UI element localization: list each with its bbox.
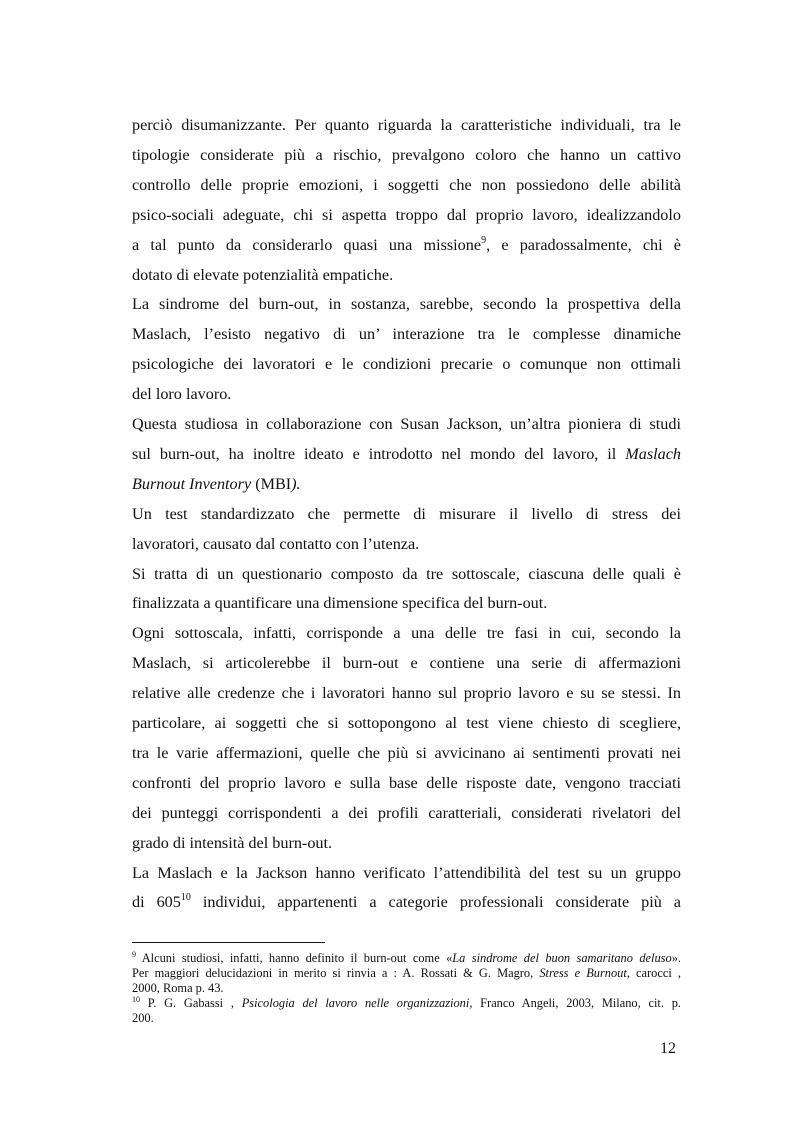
- text-line: [132, 653, 681, 673]
- footnote-line: [132, 996, 681, 1012]
- text-run: , e paradossalmente, chi è: [486, 236, 681, 254]
- text-line: [132, 235, 681, 258]
- text-line: [132, 414, 681, 434]
- text-line: [132, 504, 681, 524]
- footnote-marker: 10: [132, 995, 140, 1004]
- italic-text: La sindrome del buon samaritano deluso: [452, 951, 672, 965]
- text-line: [132, 743, 681, 763]
- text-run: La sindrome del burn-out, in sostanza, sarebbe, secondo la prospettiva della: [132, 295, 681, 313]
- text-line: [132, 773, 681, 793]
- text-line: [132, 145, 681, 165]
- text-run: lavoratori, causato dal contatto con l’utenza.: [132, 535, 420, 553]
- text-line: [132, 863, 681, 883]
- text-run: 2000, Roma p. 43.: [132, 981, 224, 995]
- text-run: tipologie considerate più a rischio, prevalgono coloro che hanno un cattivo: [132, 146, 681, 164]
- text-run: finalizzata a quantificare una dimensione specifica del burn-out.: [132, 594, 548, 612]
- footnote-line: [132, 1011, 681, 1025]
- text-run: relative alle credenze che i lavoratori hanno sul proprio lavoro e su se stessi. In: [132, 684, 681, 702]
- text-line: [132, 294, 681, 314]
- text-run: P. G. Gabassi ,: [140, 996, 242, 1010]
- text-run: particolare, ai soggetti che si sottopongono al test viene chiesto di scegliere,: [132, 714, 681, 732]
- text-run: grado di intensità del burn-out.: [132, 834, 333, 852]
- text-line: [132, 892, 681, 915]
- text-line: [132, 623, 681, 643]
- text-run: dotato di elevate potenzialità empatiche.: [132, 266, 394, 284]
- text-run: perciò disumanizzante. Per quanto riguarda la caratteristiche individuali, tra le: [132, 116, 681, 134]
- footnote-separator: [132, 942, 325, 943]
- footnote-marker: 9: [132, 950, 136, 959]
- text-line: [132, 324, 681, 344]
- text-run: Per maggiori delucidazioni in merito si rinvia a : A. Rossati & G. Magro,: [132, 966, 540, 980]
- text-run: dei punteggi corrispondenti a dei profili caratteriali, considerati rivelatori del: [132, 804, 681, 822]
- text-run: psico-sociali adeguate, chi si aspetta troppo dal proprio lavoro, idealizzandolo: [132, 206, 681, 224]
- footnote-marker: 10: [180, 892, 191, 903]
- text-line: [132, 474, 681, 494]
- text-run: (MBI: [251, 475, 292, 493]
- footnote-line: [132, 981, 681, 995]
- text-run: , carocci ,: [626, 966, 681, 980]
- text-line: [132, 175, 681, 195]
- footnote-line: [132, 951, 681, 967]
- text-line: [132, 593, 681, 613]
- italic-text: ).: [291, 475, 301, 493]
- text-run: individui, appartenenti a categorie professionali considerate più a: [190, 893, 681, 911]
- text-line: [132, 115, 681, 135]
- text-line: [132, 354, 681, 374]
- text-run: , Franco Angeli, 2003, Milano, cit. p.: [469, 996, 681, 1010]
- text-run: Maslach, si articolerebbe il burn-out e contiene una serie di affermazioni: [132, 654, 681, 672]
- text-line: [132, 713, 681, 733]
- text-line: [132, 803, 681, 823]
- text-run: Questa studiosa in collaborazione con Susan Jackson, un’altra pioniera di studi: [132, 415, 681, 433]
- text-line: [132, 265, 681, 285]
- text-line: [132, 205, 681, 225]
- italic-text: Burnout Inventory: [132, 475, 252, 493]
- text-line: [132, 444, 681, 464]
- text-run: sul burn-out, ha inoltre ideato e introdotto nel mondo del lavoro, il: [132, 445, 626, 463]
- text-run: controllo delle proprie emozioni, i soggetti che non possiedono delle abilità: [132, 176, 681, 194]
- text-line: [132, 683, 681, 703]
- text-run: 200.: [132, 1011, 154, 1025]
- italic-text: Stress e Burnout: [539, 966, 627, 980]
- italic-text: Maslach: [625, 445, 681, 463]
- text-run: Maslach, l’esisto negativo di un’ interazione tra le complesse dinamiche: [132, 325, 681, 343]
- text-run: a tal punto da considerarlo quasi una missione: [132, 236, 482, 254]
- text-run: di 605: [132, 893, 181, 911]
- text-run: ».: [671, 951, 681, 965]
- text-line: [132, 384, 681, 404]
- text-run: confronti del proprio lavoro e sulla base delle risposte date, vengono tracciati: [132, 774, 681, 792]
- italic-text: Psicologia del lavoro nelle organizzazioni: [241, 996, 470, 1010]
- text-run: psicologiche dei lavoratori e le condizioni precarie o comunque non ottimali: [132, 355, 681, 373]
- page-number: 12: [660, 1040, 676, 1057]
- text-run: del loro lavoro.: [132, 385, 232, 403]
- text-line: [132, 564, 681, 584]
- text-line: [132, 534, 681, 554]
- footnote-marker: 9: [481, 235, 487, 246]
- text-run: tra le varie affermazioni, quelle che più si avvicinano ai sentimenti provati nei: [132, 744, 681, 762]
- text-run: Un test standardizzato che permette di misurare il livello di stress dei: [132, 505, 681, 523]
- text-run: Alcuni studiosi, infatti, hanno definito il burn-out come «: [136, 951, 453, 965]
- footnote-line: [132, 966, 681, 980]
- text-run: Ogni sottoscala, infatti, corrisponde a una delle tre fasi in cui, secondo la: [132, 624, 681, 642]
- text-run: La Maslach e la Jackson hanno verificato l’attendibilità del test su un gruppo: [132, 864, 681, 882]
- text-run: Si tratta di un questionario composto da tre sottoscale, ciascuna delle quali è: [132, 565, 681, 583]
- text-line: [132, 833, 681, 853]
